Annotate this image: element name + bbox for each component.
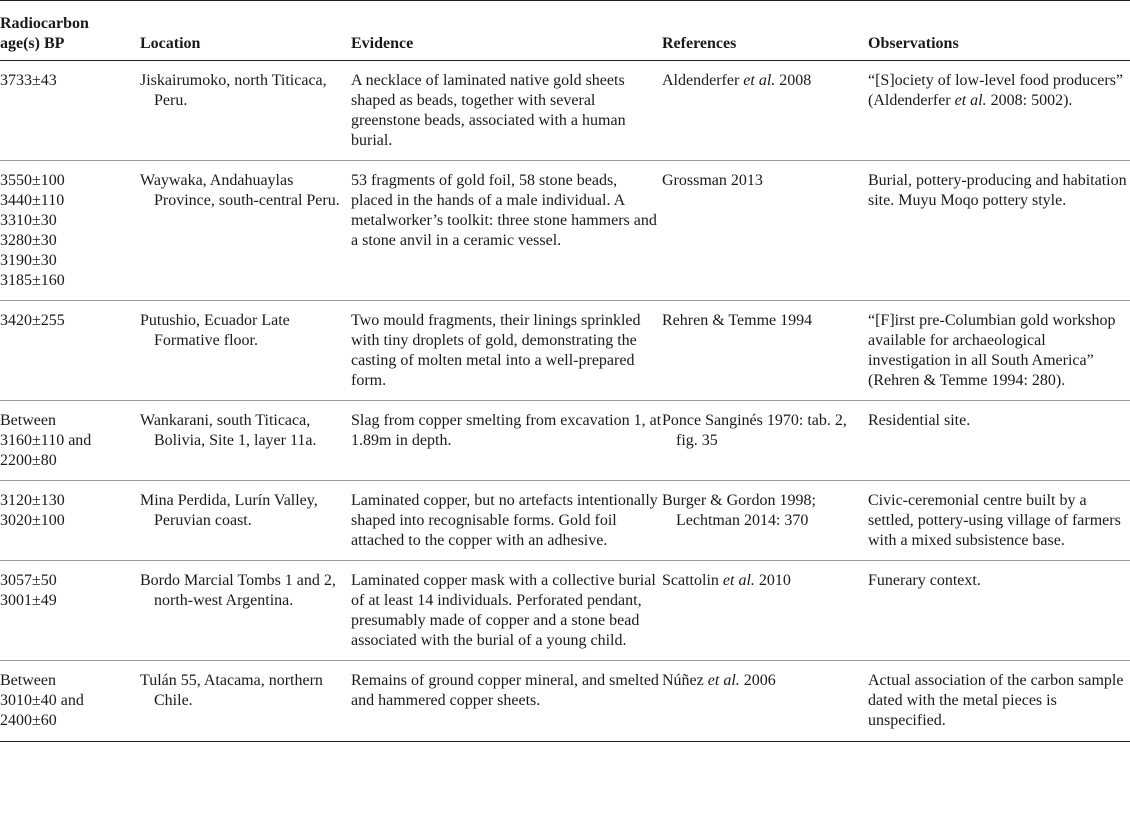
references-cell: Scattolin et al. 2010: [662, 561, 868, 661]
references-cell: Ponce Sanginés 1970: tab. 2, fig. 35: [662, 401, 868, 481]
observations-cell: Residential site.: [868, 401, 1130, 481]
references-cell: Aldenderfer et al. 2008: [662, 61, 868, 161]
table-row: [0, 61, 1130, 161]
references-cell: Burger & Gordon 1998; Lechtman 2014: 370: [662, 481, 868, 561]
location-cell: Waywaka, Andahuaylas Province, south-central Peru.: [140, 161, 351, 301]
table-row: [0, 481, 1130, 561]
age-cell: Between 3160±110 and 2200±80: [0, 401, 140, 481]
age-cell: 3733±43: [0, 61, 140, 161]
evidence-cell: 53 fragments of gold foil, 58 stone beads, placed in the hands of a male individual. A metalworker’s toolkit: three stone hammers and a stone anvil in a ceramic vessel.: [351, 161, 662, 301]
evidence-cell: Remains of ground copper mineral, and smelted and hammered copper sheets.: [351, 661, 662, 742]
age-cell: 3420±255: [0, 301, 140, 401]
age-cell: 3550±100 3440±110 3310±30 3280±30 3190±30 3185±160: [0, 161, 140, 301]
observations-cell: Actual association of the carbon sample dated with the metal pieces is unspecified.: [868, 661, 1130, 742]
header-location: Location: [140, 1, 351, 61]
location-cell: Bordo Marcial Tombs 1 and 2, north-west Argentina.: [140, 561, 351, 661]
table-header: [0, 1, 1130, 61]
observations-cell: Funerary context.: [868, 561, 1130, 661]
table-row: [0, 661, 1130, 742]
table-row: [0, 161, 1130, 301]
evidence-cell: Slag from copper smelting from excavation 1, at 1.89m in depth.: [351, 401, 662, 481]
location-cell: Wankarani, south Titicaca, Bolivia, Site 1, layer 11a.: [140, 401, 351, 481]
observations-cell: “[F]irst pre-Columbian gold workshop available for archaeological investigation in all South America” (Rehren & Temme 1994: 280).: [868, 301, 1130, 401]
location-cell: Mina Perdida, Lurín Valley, Peruvian coast.: [140, 481, 351, 561]
references-cell: Rehren & Temme 1994: [662, 301, 868, 401]
evidence-cell: Laminated copper, but no artefacts intentionally shaped into recognisable forms. Gold foil attached to the copper with an adhesive.: [351, 481, 662, 561]
header-references: References: [662, 1, 868, 61]
table-row: [0, 301, 1130, 401]
location-cell: Tulán 55, Atacama, northern Chile.: [140, 661, 351, 742]
evidence-cell: Laminated copper mask with a collective burial of at least 14 individuals. Perforated pendant, presumably made of copper and a stone bead associated with the burial of a young child.: [351, 561, 662, 661]
evidence-cell: A necklace of laminated native gold sheets shaped as beads, together with several greenstone beads, associated with a human burial.: [351, 61, 662, 161]
location-cell: Jiskairumoko, north Titicaca, Peru.: [140, 61, 351, 161]
references-cell: Núñez et al. 2006: [662, 661, 868, 742]
header-evidence: Evidence: [351, 1, 662, 61]
age-cell: Between 3010±40 and 2400±60: [0, 661, 140, 742]
observations-cell: Civic-ceremonial centre built by a settled, pottery-using village of farmers with a mixed subsistence base.: [868, 481, 1130, 561]
references-cell: Grossman 2013: [662, 161, 868, 301]
header-row: [0, 1, 1130, 61]
header-radiocarbon-age: Radiocarbon age(s) BP: [0, 1, 140, 61]
table-row: [0, 561, 1130, 661]
table-row: [0, 401, 1130, 481]
age-cell: 3057±50 3001±49: [0, 561, 140, 661]
age-cell: 3120±130 3020±100: [0, 481, 140, 561]
header-observations: Observations: [868, 1, 1130, 61]
location-cell: Putushio, Ecuador Late Formative floor.: [140, 301, 351, 401]
observations-cell: Burial, pottery-producing and habitation site. Muyu Moqo pottery style.: [868, 161, 1130, 301]
observations-cell: “[S]ociety of low-level food producers” (Aldenderfer et al. 2008: 5002).: [868, 61, 1130, 161]
evidence-cell: Two mould fragments, their linings sprinkled with tiny droplets of gold, demonstrating the casting of molten metal into a well-prepared form.: [351, 301, 662, 401]
